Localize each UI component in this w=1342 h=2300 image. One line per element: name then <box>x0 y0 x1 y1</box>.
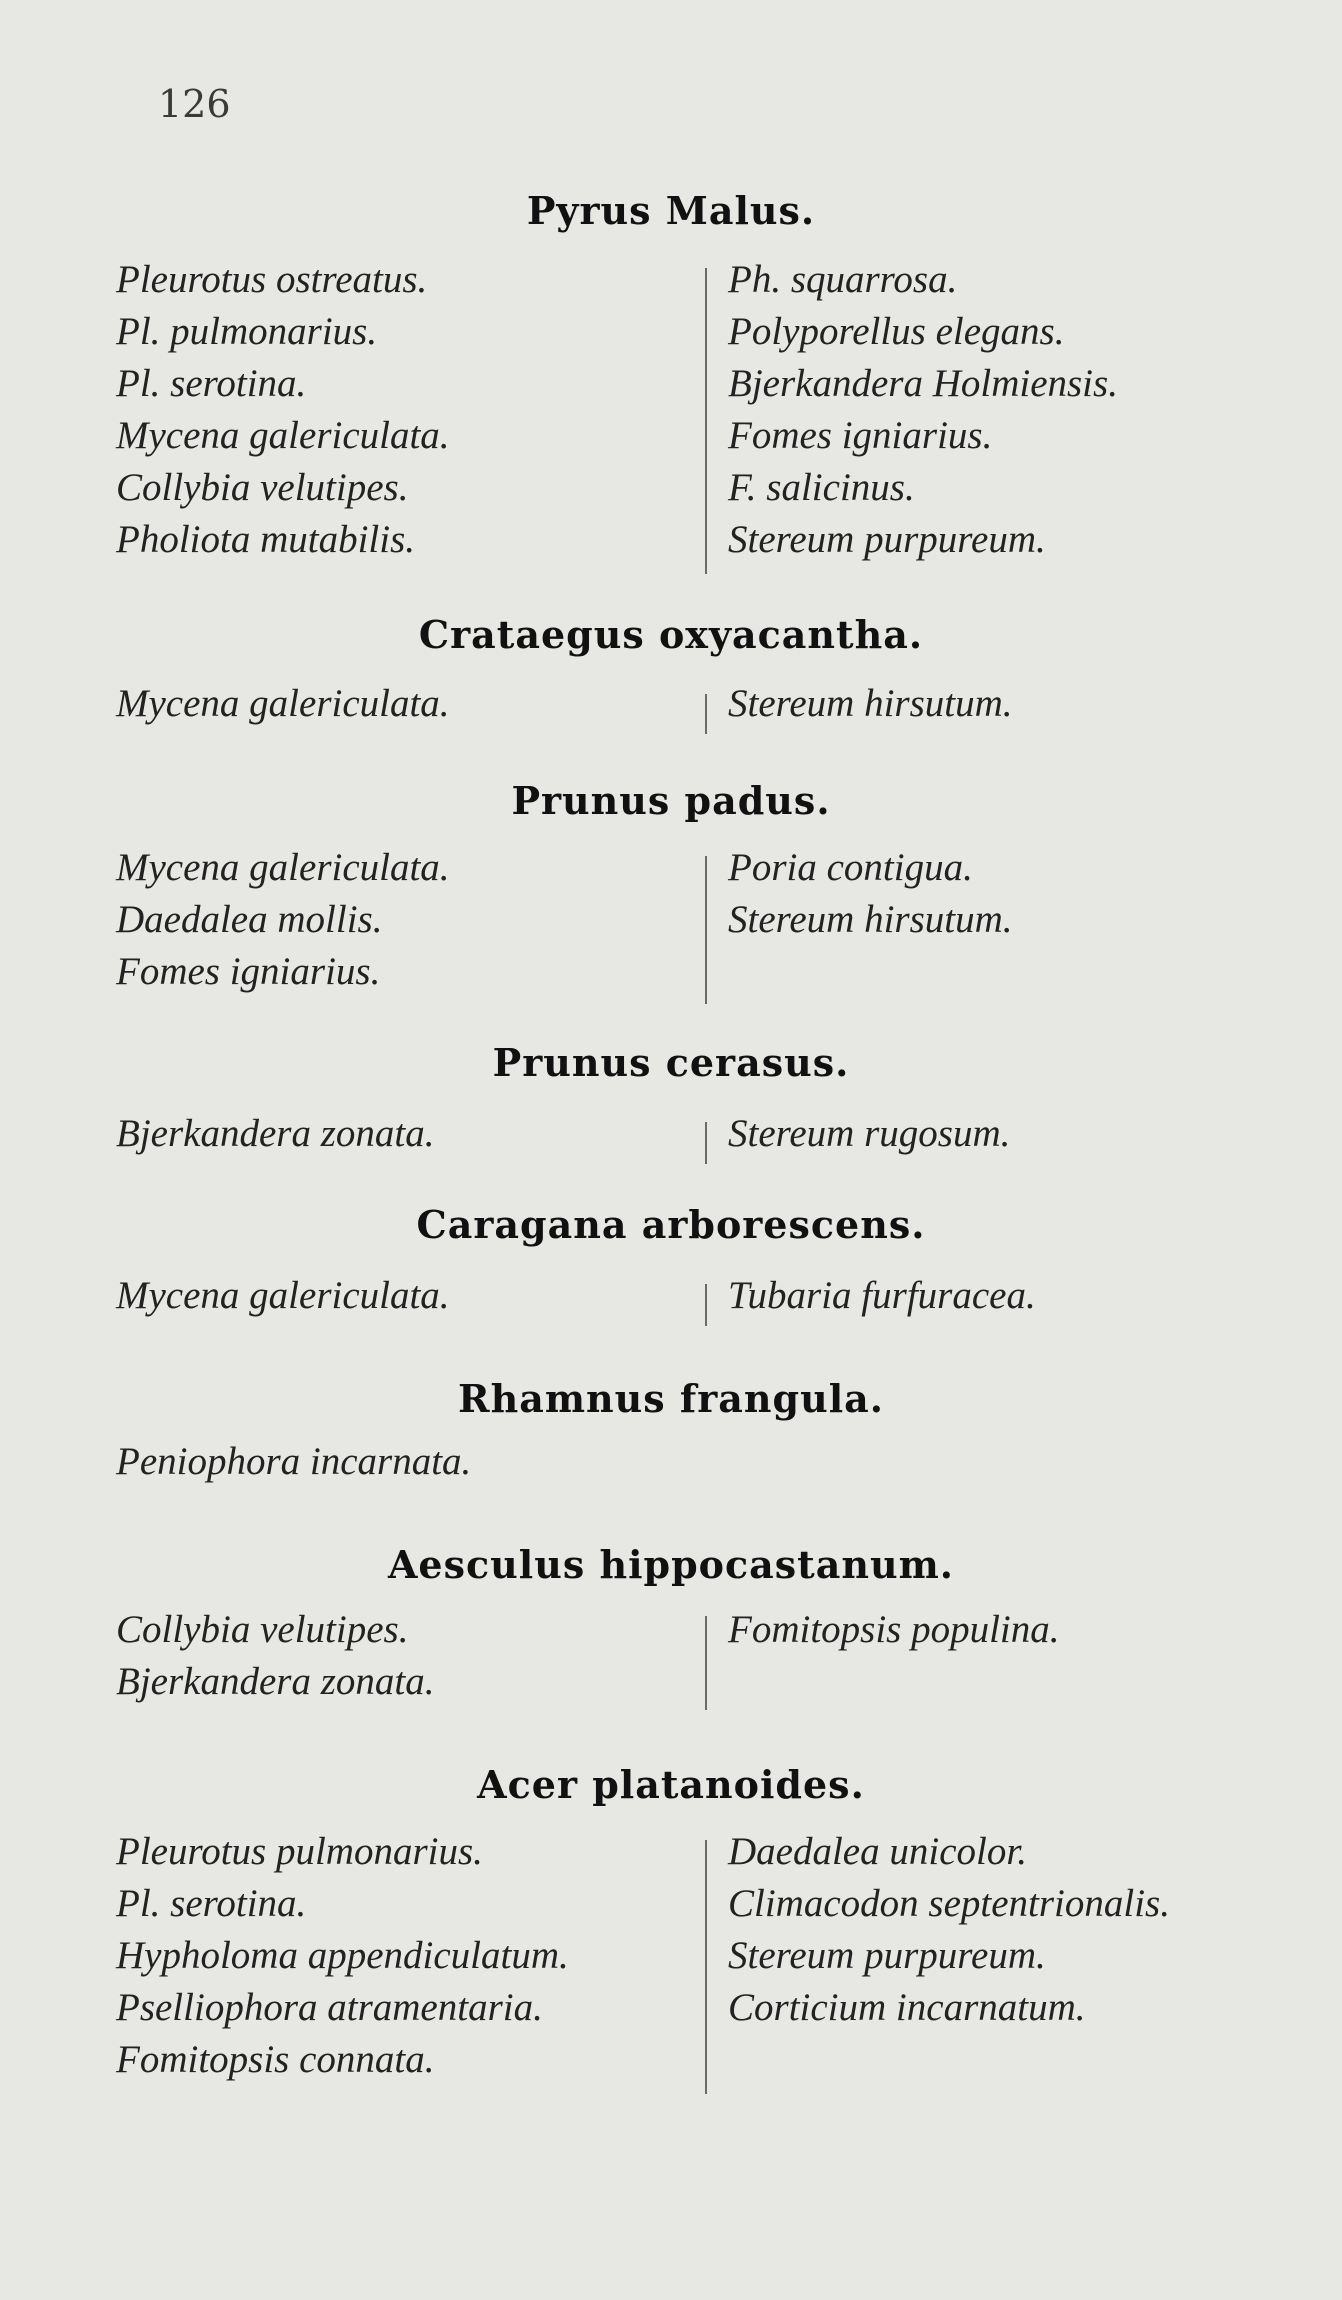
column-divider <box>705 694 707 734</box>
column-divider <box>705 268 707 574</box>
host-list-left <box>116 1604 434 1708</box>
section-heading-rhamnus: Rhamnus frangula. <box>457 1376 885 1421</box>
section-heading-prunus-cerasus: Prunus cerasus. <box>492 1040 850 1085</box>
column-divider <box>705 1840 707 2094</box>
species-entry: Peniophora incarnata. <box>116 1440 472 1483</box>
species-entry: Pselliophora atramentaria. <box>116 1986 543 2029</box>
section-heading-caragana: Caragana arborescens. <box>416 1202 926 1247</box>
section-heading-crataegus: Crataegus oxyacantha. <box>418 612 924 657</box>
species-entry: Fomitopsis connata. <box>116 2038 435 2081</box>
host-list-left <box>116 678 450 730</box>
species-entry: Mycena galericulata. <box>116 846 450 889</box>
host-list-left <box>116 1270 450 1322</box>
host-list-right <box>728 678 1013 730</box>
species-entry: Pl. serotina. <box>116 362 307 405</box>
section-heading-acer: Acer platanoides. <box>477 1762 865 1807</box>
species-entry: Collybia velutipes. <box>116 466 409 509</box>
species-entry: Stereum purpureum. <box>728 518 1046 561</box>
species-entry: Stereum purpureum. <box>728 1934 1046 1977</box>
column-divider <box>705 856 707 1004</box>
column-divider <box>705 1616 707 1710</box>
species-entry: Bjerkandera zonata. <box>116 1660 435 1703</box>
species-entry: Ph. squarrosa. <box>728 258 958 301</box>
host-list-right <box>728 842 1013 946</box>
species-entry: Mycena galericulata. <box>116 414 450 457</box>
species-entry: Pl. pulmonarius. <box>116 310 378 353</box>
species-entry: Fomes igniarius. <box>116 950 381 993</box>
species-entry: Pl. serotina. <box>116 1882 307 1925</box>
species-entry: Daedalea mollis. <box>116 898 383 941</box>
host-list-left <box>116 1436 471 1488</box>
species-entry: Fomes igniarius. <box>728 414 993 457</box>
species-entry: Hypholoma appendiculatum. <box>116 1934 569 1977</box>
host-list-right <box>728 1604 1060 1656</box>
species-entry: Corticium incarnatum. <box>728 1986 1086 2029</box>
host-list-left <box>116 1108 434 1160</box>
species-entry: Tubaria furfuracea. <box>728 1274 1036 1317</box>
species-entry: Daedalea unicolor. <box>728 1830 1027 1873</box>
species-entry: Mycena galericulata. <box>116 682 450 725</box>
host-list-left <box>116 1826 569 2086</box>
species-entry: Poria contigua. <box>728 846 973 889</box>
section-heading-aesculus: Aesculus hippocastanum. <box>387 1542 955 1587</box>
host-list-right <box>728 1270 1036 1322</box>
species-entry: Pleurotus pulmonarius. <box>116 1830 483 1873</box>
species-entry: Mycena galericulata. <box>116 1274 450 1317</box>
host-list-right <box>728 1826 1170 2034</box>
section-heading-prunus-padus: Prunus padus. <box>511 778 831 823</box>
host-list-left <box>116 842 450 998</box>
species-entry: F. salicinus. <box>728 466 915 509</box>
species-entry: Polyporellus elegans. <box>728 310 1065 353</box>
species-entry: Climacodon septentrionalis. <box>728 1882 1170 1925</box>
host-list-right <box>728 1108 1010 1160</box>
column-divider <box>705 1284 707 1326</box>
species-entry: Pleurotus ostreatus. <box>116 258 428 301</box>
column-divider <box>705 1122 707 1164</box>
species-entry: Pholiota mutabilis. <box>116 518 416 561</box>
section-heading-pyrus-malus: Pyrus Malus. <box>526 188 816 233</box>
host-list-right <box>728 254 1118 566</box>
species-entry: Bjerkandera zonata. <box>116 1112 435 1155</box>
species-entry: Fomitopsis populina. <box>728 1608 1060 1651</box>
species-entry: Stereum hirsutum. <box>728 898 1013 941</box>
page-number: 126 <box>158 82 231 126</box>
host-list-left <box>116 254 450 566</box>
species-entry: Stereum rugosum. <box>728 1112 1011 1155</box>
species-entry: Stereum hirsutum. <box>728 682 1013 725</box>
species-entry: Collybia velutipes. <box>116 1608 409 1651</box>
species-entry: Bjerkandera Holmiensis. <box>728 362 1118 405</box>
